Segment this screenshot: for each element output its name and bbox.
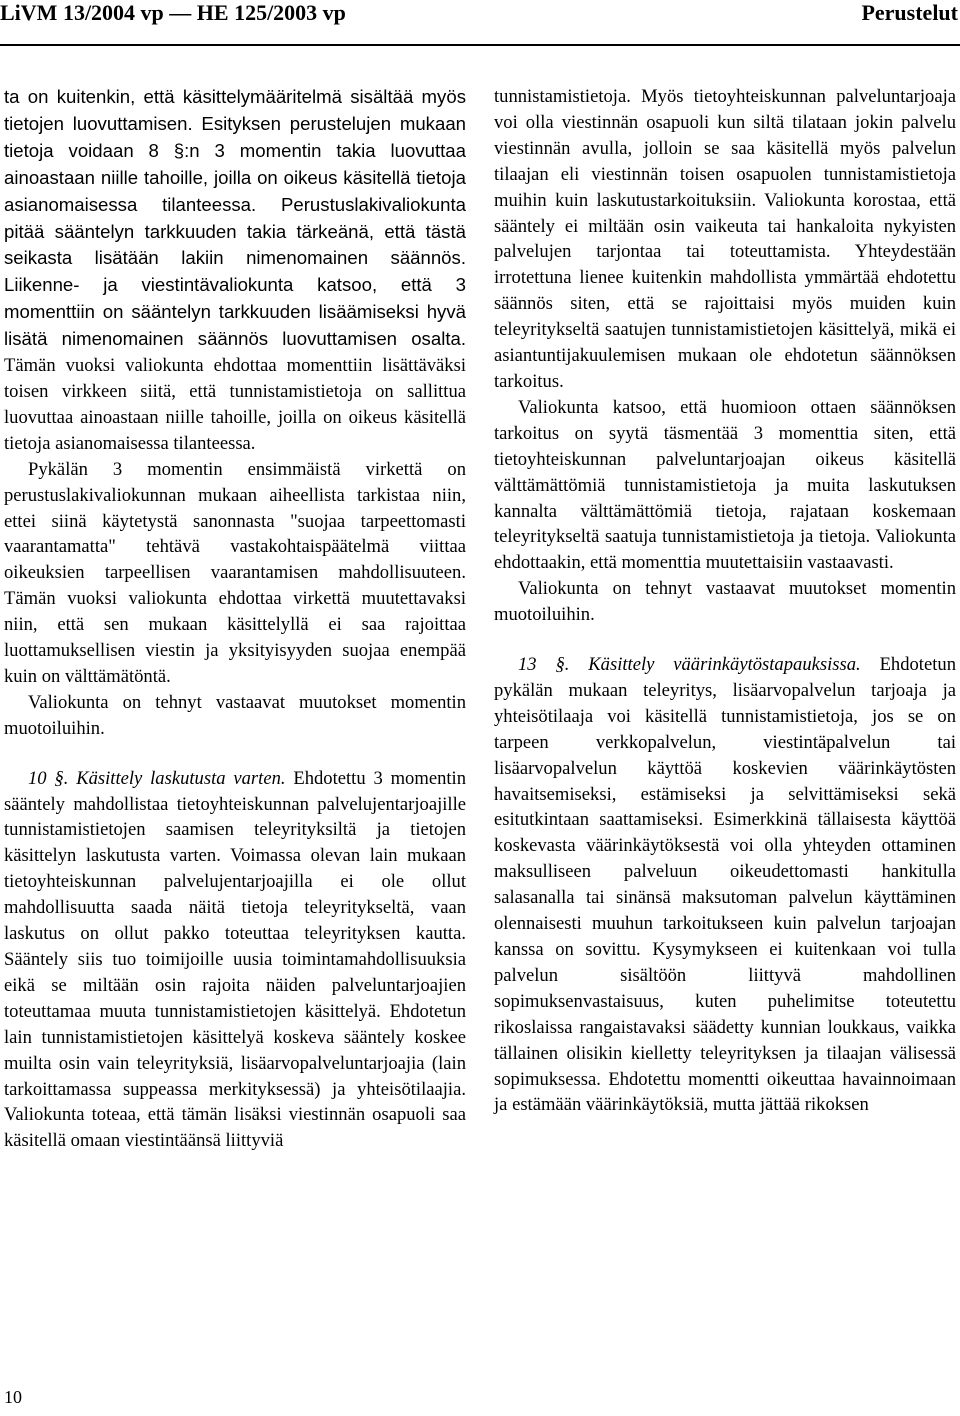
paragraph	[4, 84, 466, 457]
section-10	[4, 766, 466, 1155]
document-reference: LiVM 13/2004 vp — HE 125/2003 vp	[0, 0, 346, 25]
page-number: 10	[4, 1387, 22, 1407]
paragraph: Pykälän 3 momentin ensimmäistä virkettä on perustuslakivaliokunnan mukaan aiheellista tarkistaa niin, ettei siinä käytetystä sanonnasta "suojaa tarpeettomasti vaarantamatta" tehtävä vastakohtaispäätelmä viittaa oikeuksien tarpeellisen vaarantamisen mahdollisuuteen. Tämän vuoksi valiokunta ehdottaa virkettä muutettavaksi niin, että sen mukaan käsittelyllä ei saa rajoittaa luottamuksellisen viestin ja yksityisyyden suojaa enempää kuin on välttämätöntä.	[4, 458, 466, 687]
section-heading: 13 §. Käsittely väärinkäytöstapauksissa.	[518, 654, 861, 676]
section-heading: 10 §. Käsittely laskutusta varten.	[28, 767, 286, 789]
left-column	[4, 84, 466, 1154]
section-label: Perustelut	[861, 0, 958, 25]
right-column	[494, 84, 956, 1118]
section-body: Ehdotettu 3 momentin sääntely mahdollistaa tietoyhteiskunnan palvelujentarjoajille tunnistamistietojen saamisen teleyrityksiltä ja tietojen käsittelyn laskutusta varten. Voimassa olevan lain mukaan tietoyhteiskunnan palvelujentarjoajilla ei ole ollut mahdollisuutta saada näitä tietoja teleyritykseltä, vaan laskutus on ollut pakko toteuttaa teleyrityksen kautta. Sääntely siis tuo toimijoille uusia toimintamahdollisuuksia eikä se miltään osin rajoita näiden palveluntarjoajien toteuttamaa muuta tunnistamistietojen käsittelyä. Ehdotetun lain tunnistamistietojen käsittelyä koskeva sääntely koskee muilta osin vain teleyrityksiä, lisäarvopalveluntarjoajia (lain tarkoittamassa suppeassa merkityksessä) ja yhteisötilaajia. Valiokunta toteaa, että tämän lisäksi viestinnän osapuoli saa käsitellä omaan viestintäänsä liittyviä	[4, 767, 466, 1152]
section-13	[494, 652, 956, 1118]
paragraph: Valiokunta on tehnyt vastaavat muutokset momentin muotoiluihin.	[4, 691, 466, 739]
paragraph: tunnistamistietoja. Myös tietoyhteiskunnan palveluntarjoaja voi olla viestinnän osapuoli kun siltä tilataan jokin palvelu viestinnän avulla, jolloin se saa käsitellä myös palvelun tilaajan eli viestinnän toisen osapuolen tunnistamistietoja muihin kuin laskutustarkoituksiin. Valiokunta korostaa, että sääntely ei miltään osin vaikeuta tai hankaloita nykyisten palvelujen tarjontaa tai toteuttamista. Yhteydestään irrotettuna lienee kuitenkin mahdollista ymmärtää ehdotettu säännös siten, että se rajoittaisi myös muiden kuin teleyritykseltä saatujen tunnistamistietojen käsittelyä, mikä ei asiantuntijakuulemisen mukaan ole ehdotetun säännöksen tarkoitus.	[494, 86, 956, 392]
page-header	[0, 0, 960, 46]
paragraph-sans-text: ta on kuitenkin, että käsittelymääritelmä sisältää myös tietojen luovuttamisen. Esityksen perustelujen mukaan tietoja voidaan 8 §:n 3 momentin takia luovuttaa ainoastaan niille tahoille, joilla on oikeus käsitellä tietoja asianomaisessa tilanteessa. Perustuslakivaliokunta pitää sääntelyn tarkkuuden takia tärkeänä, että tästä seikasta lisätään lakiin nimenomainen säännös. Liikenne- ja viestintävaliokunta katsoo, että 3 momenttiin on sääntelyn tarkkuuden lisäämiseksi hyvä lisätä nimenomainen säännös luovuttamisen osalta.	[4, 86, 466, 350]
paragraph: Valiokunta katsoo, että huomioon ottaen säännöksen tarkoitus on syytä täsmentää 3 momenttia siten, että tietoyhteiskunnan palveluntarjoajan oikeus käsitellä välttämättömiä tunnistamistietoja ja muita laskutuksen kannalta välttämättömiä tietoja, rajataan koskemaan teleyritykseltä saatuja tunnistamistietoja ja tietoja. Valiokunta ehdottaakin, että momenttia muutettaisiin vastaavasti.	[494, 396, 956, 574]
paragraph: Valiokunta on tehnyt vastaavat muutokset momentin muotoiluihin.	[494, 578, 956, 626]
section-body: Ehdotetun pykälän mukaan teleyritys, lisäarvopalvelun tarjoaja ja yhteisötilaaja voi käsitellä tunnistamistietoja, jos se on tarpeen verkkopalvelun, viestintäpalvelun tai lisäarvopalvelun käyttöä koskevien väärinkäytösten havaitsemiseksi, estämiseksi ja selvittämiseksi sekä esitutkintaan saattamiseksi. Esimerkkinä tällaisesta käyttöä koskevasta väärinkäytöksestä voi olla yhteyden ottaminen maksulliseen palveluun oikeudettomasti hankitulla salasanalla tai sinänsä maksutoman palvelun käyttäminen olennaisesti muuhun tarkoitukseen kuin palvelun tarjoajan kanssa on sovittu. Kysymykseen ei kuitenkaan voi tulla palvelun sisältöön liittyvä mahdollinen sopimuksenvastaisuus, kuten puhelimitse toteutettu rikoslaissa rangaistavaksi säädetty kunnian loukkaus, vaikka tällainen olisikin kielletty teleyrityksen ja tilaajan välisessä sopimuksessa. Ehdotettu momentti oikeuttaa havainnoimaan ja estämään väärinkäytöksiä, mutta jättää rikoksen	[494, 654, 956, 1116]
paragraph-serif-text: Tämän vuoksi valiokunta ehdottaa momenttiin lisättäväksi toisen virkkeen siitä, että tunnistamistietoja on sallittua luovuttaa ainoastaan niille tahoille, joilla on oikeus käsitellä tietoja asianomaisessa tilanteessa.	[4, 355, 466, 454]
